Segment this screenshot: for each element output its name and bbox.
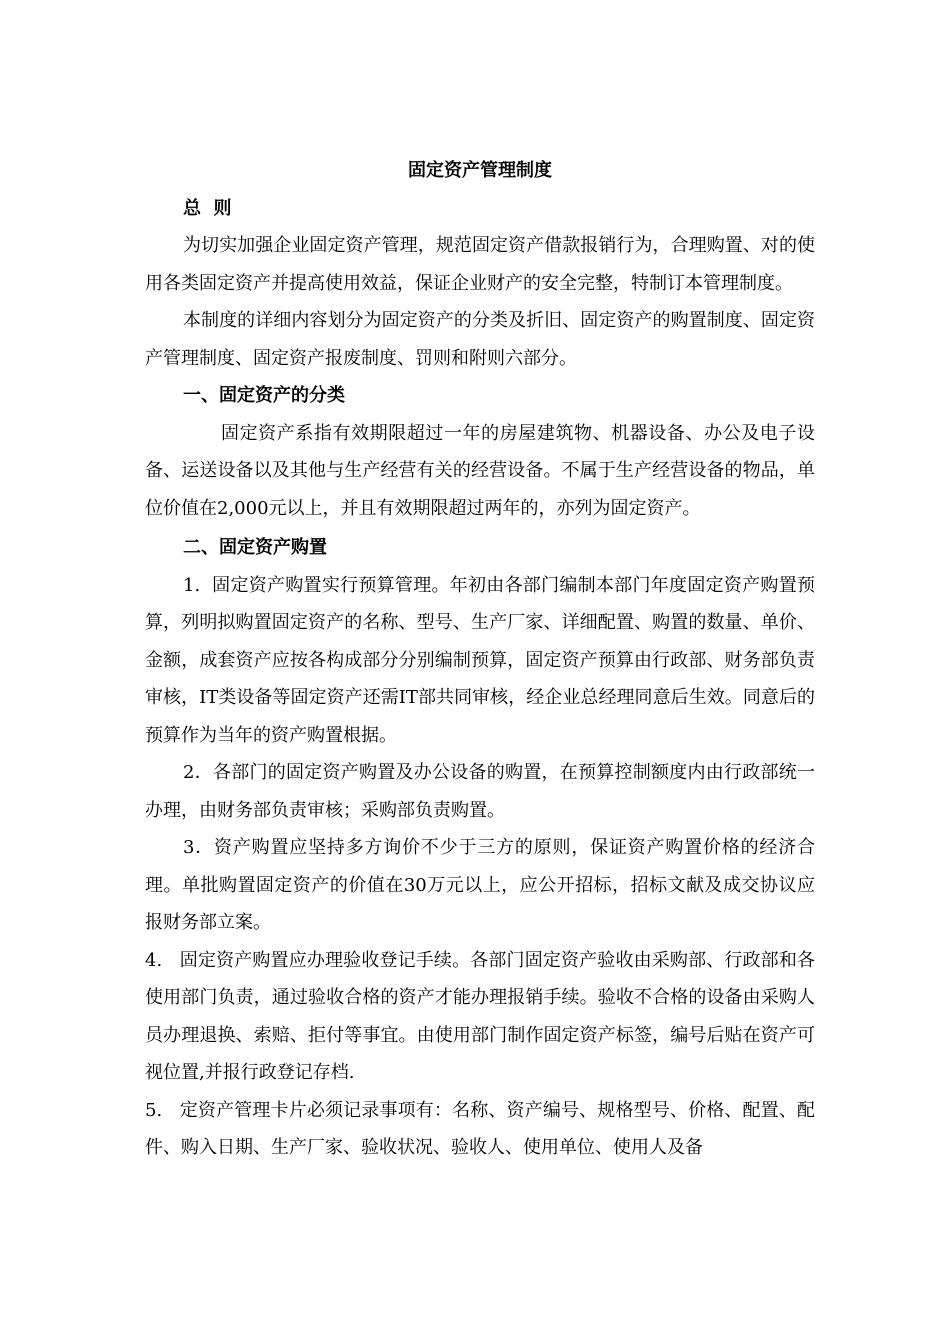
- general-paragraph-1: 为切实加强企业固定资产管理，规范固定资产借款报销行为，合理购置、对的使用各类固定资产并提高使用效益，保证企业财产的安全完整，特制订本管理制度。: [145, 235, 815, 294]
- section-2-heading: 二、固定资产购置: [183, 537, 327, 558]
- document-title: 固定资产管理制度: [408, 160, 552, 181]
- document-body: [145, 152, 815, 1167]
- general-heading: 总 则: [183, 197, 232, 219]
- section-1-paragraph: 固定资产系指有效期限超过一年的房屋建筑物、机器设备、办公及电子设备、运送设备以及其他与生产经营有关的经营设备。不属于生产经营设备的物品，单位价值在2,000元以上，并且有效期限超过两年的，亦列为固定资产。: [145, 422, 815, 519]
- section-1-heading: 一、固定资产的分类: [183, 385, 345, 406]
- section-2-item-1: 1. 固定资产购置实行预算管理。年初由各部门编制本部门年度固定资产购置预算，列明拟购置固定资产的名称、型号、生产厂家、详细配置、购置的数量、单价、金额，成套资产应按各构成部分分别编制预算，固定资产预算由行政部、财务部负责审核，IT类设备等固定资产还需IT部共同审核，经企业总经理同意后生效。同意后的预算作为当年的资产购置根据。: [145, 574, 815, 746]
- section-2-item-3: 3．资产购置应坚持多方询价不少于三方的原则，保证资产购置价格的经济合理。单批购置固定资产的价值在30万元以上，应公开招标，招标文献及成交协议应报财务部立案。: [145, 837, 815, 933]
- section-2-item-2: 2．各部门的固定资产购置及办公设备的购置，在预算控制额度内由行政部统一办理，由财务部负责审核；采购部负责购置。: [145, 762, 815, 821]
- section-2-item-5: 5. 定资产管理卡片必须记录事项有：名称、资产编号、规格型号、价格、配置、配件、购入日期、生产厂家、验收状况、验收人、使用单位、使用人及备: [145, 1099, 815, 1158]
- section-2-item-4: 4. 固定资产购置应办理验收登记手续。各部门固定资产验收由采购部、行政部和各使用部门负责，通过验收合格的资产才能办理报销手续。验收不合格的设备由采购人员办理退换、索赔、拒付等事宜。由使用部门制作固定资产标签，编号后贴在资产可视位置,并报行政登记存档.: [145, 949, 815, 1083]
- general-paragraph-2: 本制度的详细内容划分为固定资产的分类及折旧、固定资产的购置制度、固定资产管理制度、固定资产报废制度、罚则和附则六部分。: [145, 310, 815, 369]
